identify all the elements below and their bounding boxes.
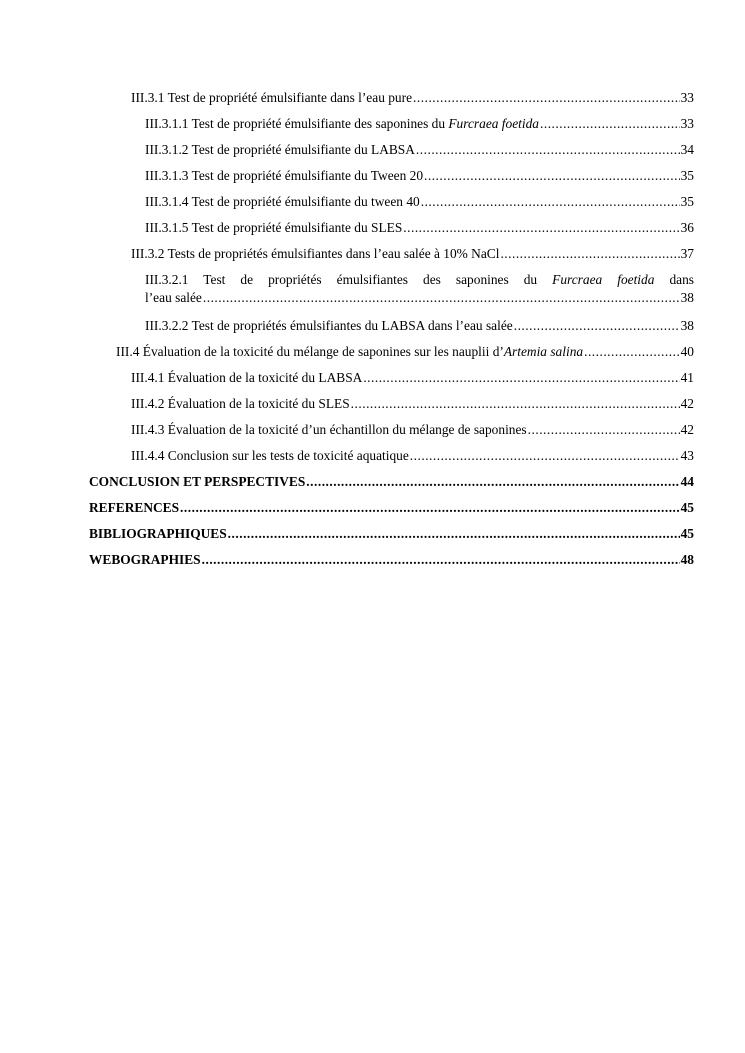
- toc-entry[interactable]: [89, 525, 694, 542]
- toc-entry-page: 38: [680, 290, 694, 305]
- toc-entry-page: 36: [680, 220, 694, 235]
- toc-entry-title: III.3.1.5 Test de propriété émulsifiante du SLES: [145, 220, 403, 235]
- toc-entry-page: 37: [680, 246, 694, 261]
- toc-entry[interactable]: [145, 219, 694, 236]
- toc-entry-title: III.4.3 Évaluation de la toxicité d’un échantillon du mélange de saponines: [131, 422, 527, 437]
- toc-entry-page: 42: [680, 396, 694, 411]
- toc-entry-title: CONCLUSION ET PERSPECTIVES: [89, 474, 306, 489]
- toc-entry[interactable]: [89, 551, 694, 568]
- toc-entry-title-italic: Furcraea foetida: [448, 116, 539, 131]
- toc-entry[interactable]: [131, 89, 694, 106]
- toc-entry-page: 34: [680, 142, 694, 157]
- toc-entry-title: III.3.1.3 Test de propriété émulsifiante du Tween 20: [145, 168, 424, 183]
- toc-entry[interactable]: [89, 499, 694, 516]
- toc-entry[interactable]: [131, 421, 694, 438]
- toc-entry[interactable]: [131, 245, 694, 262]
- dot-leader: [500, 245, 679, 262]
- toc-entry[interactable]: [145, 271, 694, 306]
- dot-leader: [403, 219, 679, 236]
- toc-entry-page: 35: [680, 168, 694, 183]
- toc-entry-title-line2: l’eau salée: [145, 290, 202, 305]
- toc-entry-title: III.3.1 Test de propriété émulsifiante dans l’eau pure: [131, 90, 413, 105]
- dot-leader: [306, 473, 679, 490]
- toc-entry-title: BIBLIOGRAPHIQUES: [89, 526, 227, 541]
- toc-entry[interactable]: [145, 193, 694, 210]
- dot-leader: [202, 551, 680, 568]
- toc-entry[interactable]: [116, 343, 694, 360]
- dot-leader: [228, 525, 680, 542]
- toc-entry-title: [116, 343, 583, 360]
- toc-entry-page: 35: [680, 194, 694, 209]
- dot-leader: [410, 447, 680, 464]
- toc-entry-title: III.3.2 Tests de propriétés émulsifiantes dans l’eau salée à 10% NaCl: [131, 246, 500, 261]
- toc-entry-page: 33: [680, 116, 694, 131]
- toc-entry-title: III.3.1.4 Test de propriété émulsifiante du tween 40: [145, 194, 420, 209]
- toc-entry-title-text: dans: [654, 272, 694, 287]
- toc-entry[interactable]: [145, 317, 694, 334]
- toc-entry-page: 42: [680, 422, 694, 437]
- toc-entry[interactable]: [145, 141, 694, 158]
- toc-entry-title-text: III.3.1.1 Test de propriété émulsifiante des saponines du: [145, 116, 449, 131]
- toc-entry-page: 38: [680, 318, 694, 333]
- toc-entry-title-text: III.4 Évaluation de la toxicité du mélange de saponines sur les nauplii d’: [116, 344, 504, 359]
- toc-entry-title: III.4.4 Conclusion sur les tests de toxicité aquatique: [131, 448, 409, 463]
- dot-leader: [424, 167, 680, 184]
- toc-entry-title-text: III.3.2.1 Test de propriétés émulsifiantes des saponines du: [145, 272, 553, 287]
- dot-leader: [363, 369, 679, 386]
- toc-entry-title: III.4.2 Évaluation de la toxicité du SLES: [131, 396, 350, 411]
- toc-entry-page: 45: [680, 526, 694, 541]
- toc-entry[interactable]: [131, 447, 694, 464]
- toc-entry-page: 45: [680, 500, 694, 515]
- dot-leader: [180, 499, 680, 516]
- toc-entry-title-italic: Artemia salina: [503, 344, 584, 359]
- dot-leader: [540, 115, 680, 132]
- toc-entry-title-italic: Furcraea foetida: [552, 272, 655, 287]
- dot-leader: [421, 193, 680, 210]
- toc-entry-title: III.3.2.2 Test de propriétés émulsifiantes du LABSA dans l’eau salée: [145, 318, 513, 333]
- toc-entry-page: 33: [680, 90, 694, 105]
- toc-entry-page: 44: [680, 474, 694, 489]
- toc-entry[interactable]: [131, 369, 694, 386]
- toc-entry-page: 43: [680, 448, 694, 463]
- toc-entry-title: III.4.1 Évaluation de la toxicité du LABSA: [131, 370, 363, 385]
- toc-entry-page: 41: [680, 370, 694, 385]
- dot-leader: [416, 141, 680, 158]
- dot-leader: [203, 289, 680, 306]
- dot-leader: [514, 317, 680, 334]
- toc-entry[interactable]: [145, 115, 694, 132]
- toc-entry-page: 48: [680, 552, 694, 567]
- toc-entry[interactable]: [131, 395, 694, 412]
- dot-leader: [413, 89, 680, 106]
- toc-entry-title: WEBOGRAPHIES: [89, 552, 201, 567]
- dot-leader: [528, 421, 680, 438]
- toc-entry-title: [145, 115, 539, 132]
- dot-leader: [584, 343, 680, 360]
- toc-entry-page: 40: [680, 344, 694, 359]
- toc-entry-title: REFERENCES: [89, 500, 180, 515]
- toc-entry[interactable]: [89, 473, 694, 490]
- toc-entry[interactable]: [145, 167, 694, 184]
- toc-entry-title-line1: [145, 271, 694, 288]
- toc-entry-title: III.3.1.2 Test de propriété émulsifiante du LABSA: [145, 142, 415, 157]
- dot-leader: [351, 395, 680, 412]
